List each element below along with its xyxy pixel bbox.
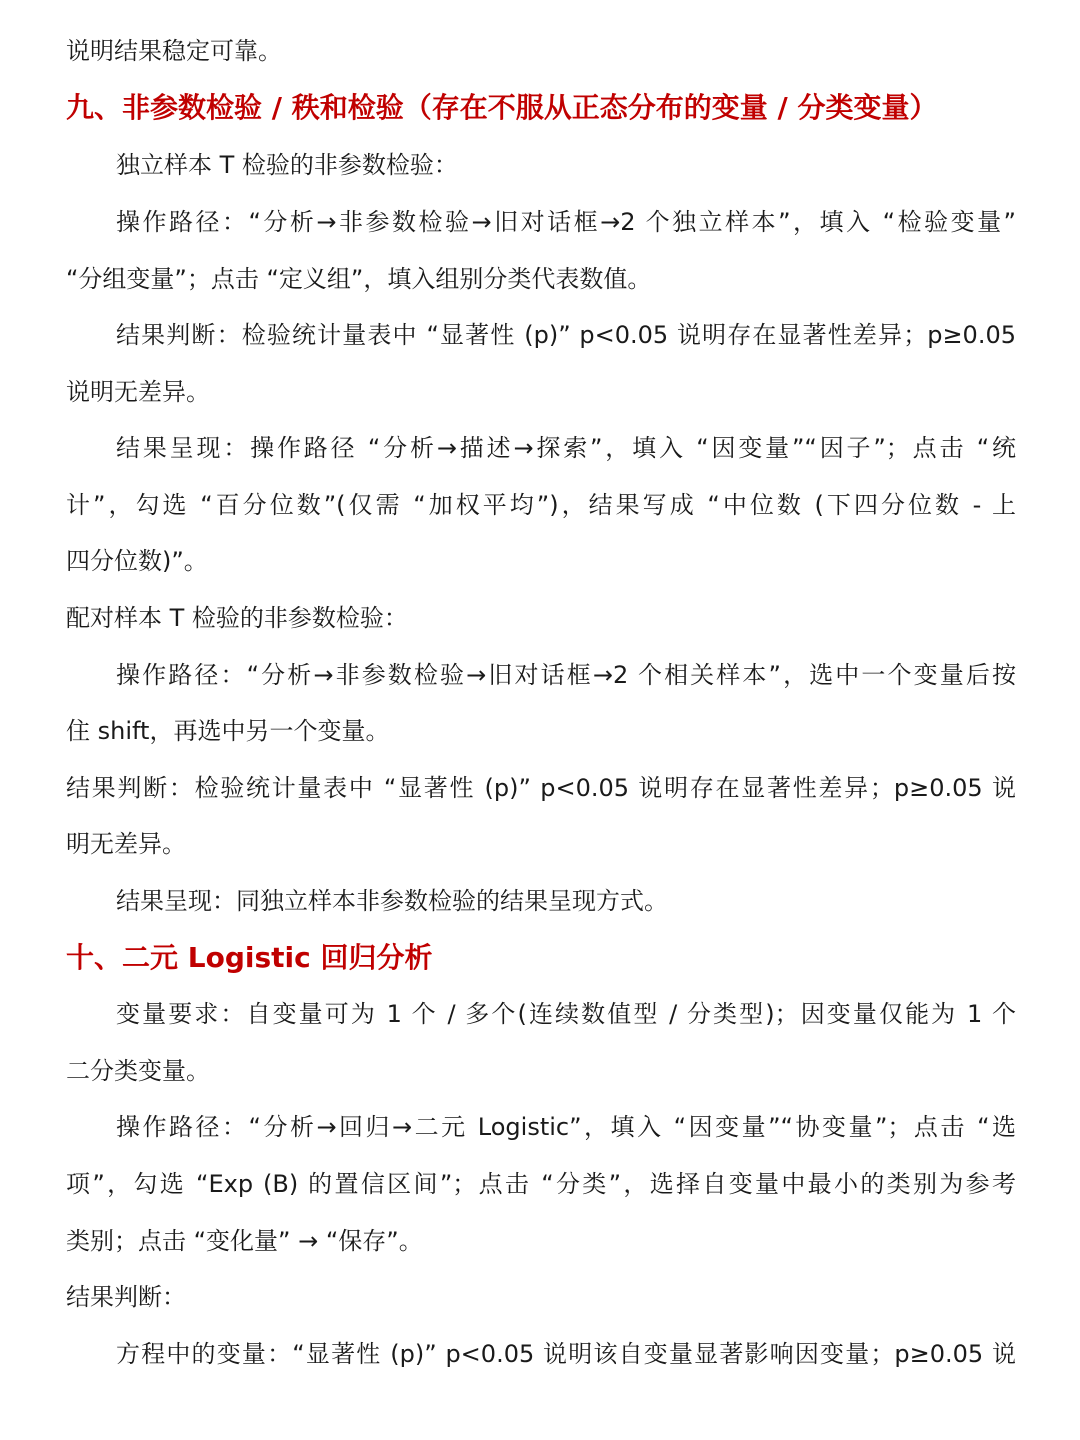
text-line: 独立样本 T 检验的非参数检验：: [116, 151, 458, 179]
text-line: 四分位数)”。: [66, 547, 208, 575]
text-line: 结果判断：: [66, 1283, 186, 1311]
text-line: 计”，勾选 “百分位数”(仅需 “加权平均”)，结果写成 “中位数 (下四分位数 - 上: [66, 491, 1016, 519]
section-heading-10: 十、二元 Logistic 回归分析: [66, 941, 433, 974]
text-line: 说明结果稳定可靠。: [66, 37, 282, 65]
text-line: 项”，勾选 “Exp (B) 的置信区间”；点击 “分类”，选择自变量中最小的类别为参考: [66, 1170, 1016, 1198]
text-line: 变量要求：自变量可为 1 个 / 多个(连续数值型 / 分类型)；因变量仅能为 1 个: [116, 1000, 1016, 1028]
section-heading-9: 九、非参数检验 / 秩和检验（存在不服从正态分布的变量 / 分类变量）: [66, 91, 938, 124]
text-line: 配对样本 T 检验的非参数检验：: [66, 604, 408, 632]
text-line: “分组变量”；点击 “定义组”，填入组别分类代表数值。: [66, 265, 652, 293]
text-line: 结果呈现：同独立样本非参数检验的结果呈现方式。: [116, 887, 668, 915]
text-line: 操作路径：“分析→非参数检验→旧对话框→2 个相关样本”，选中一个变量后按: [116, 661, 1016, 689]
text-line: 结果判断：检验统计量表中 “显著性 (p)” p<0.05 说明存在显著性差异；p≥0.05 说: [66, 774, 1016, 802]
text-line: 结果判断：检验统计量表中 “显著性 (p)” p<0.05 说明存在显著性差异；p≥0.05: [116, 321, 1016, 349]
text-line: 明无差异。: [66, 830, 186, 858]
text-line: 说明无差异。: [66, 378, 210, 406]
text-line: 住 shift，再选中另一个变量。: [66, 717, 390, 745]
text-line: 二分类变量。: [66, 1057, 210, 1085]
text-line: 类别；点击 “变化量” → “保存”。: [66, 1227, 423, 1255]
text-line: 方程中的变量：“显著性 (p)” p<0.05 说明该自变量显著影响因变量；p≥0.05 说: [116, 1340, 1016, 1368]
text-line: 操作路径：“分析→非参数检验→旧对话框→2 个独立样本”，填入 “检验变量”: [116, 208, 1016, 236]
text-line: 操作路径：“分析→回归→二元 Logistic”，填入 “因变量”“协变量”；点击 “选: [116, 1113, 1016, 1141]
text-line: 结果呈现：操作路径 “分析→描述→探索”，填入 “因变量”“因子”；点击 “统: [116, 434, 1016, 462]
